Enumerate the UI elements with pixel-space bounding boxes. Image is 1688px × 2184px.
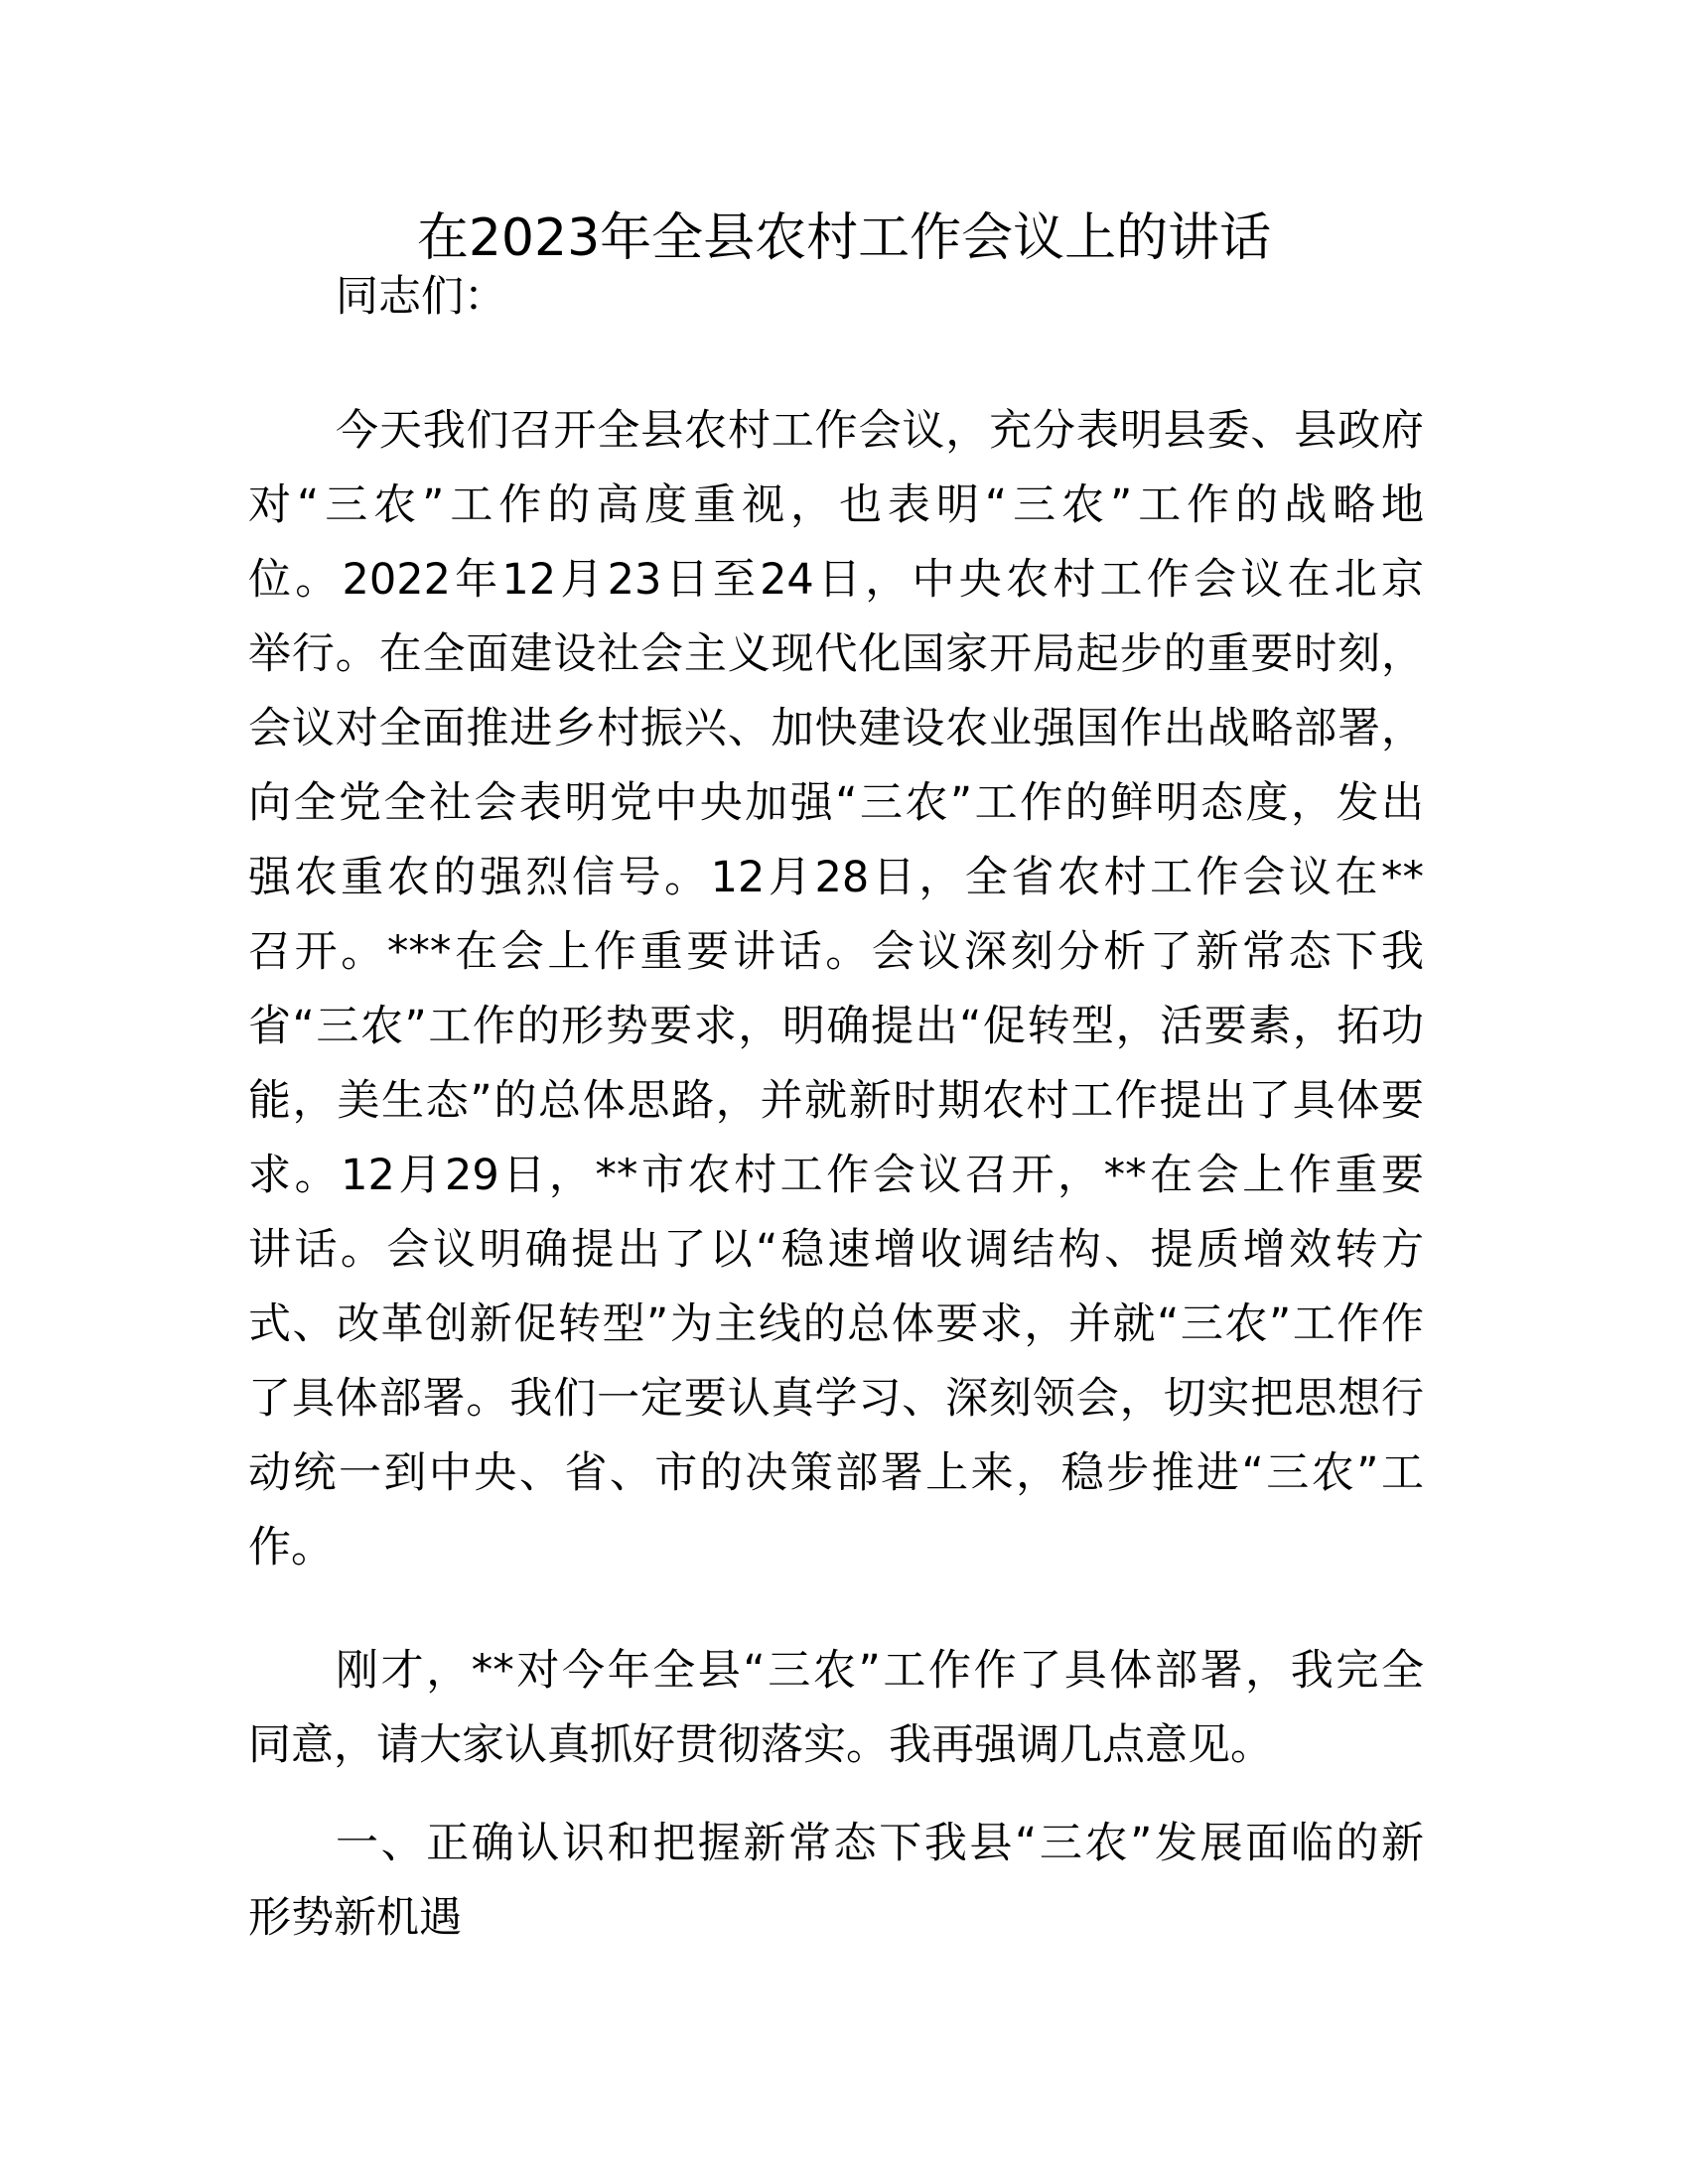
text-line: 向全党全社会表明党中央加强“三农”工作的鲜明态度，发出 — [248, 778, 1424, 828]
text-line: 同意，请大家认真抓好贯彻落实。我再强调几点意见。 — [248, 1720, 1273, 1770]
greeting: 同志们： — [336, 272, 506, 322]
text-line: 了具体部署。我们一定要认真学习、深刻领会，切实把思想行 — [248, 1374, 1424, 1424]
document-title: 在2023年全县农村工作会议上的讲话 — [416, 208, 1272, 268]
text-line: 求。12月29日，**市农村工作会议召开，**在会上作重要 — [248, 1151, 1424, 1200]
text-line: 作。 — [248, 1523, 334, 1572]
paragraph-endorsement — [248, 1634, 1424, 1783]
text-line: 式、改革创新促转型”为主线的总体要求，并就“三农”工作作 — [248, 1299, 1424, 1349]
section-heading-1 — [248, 1807, 1424, 1956]
text-line: 今天我们召开全县农村工作会议，充分表明县委、县政府 — [336, 406, 1424, 456]
text-line: 位。2022年12月23日至24日，中央农村工作会议在北京 — [248, 555, 1424, 605]
text-line: 形势新机遇 — [248, 1893, 462, 1943]
text-line: 强农重农的强烈信号。12月28日，全省农村工作会议在** — [248, 853, 1424, 902]
text-line: 省“三农”工作的形势要求，明确提出“促转型，活要素，拓功 — [248, 1002, 1424, 1051]
text-line: 一、正确认识和把握新常态下我县“三农”发展面临的新 — [336, 1819, 1424, 1868]
text-line: 能，美生态”的总体思路，并就新时期农村工作提出了具体要 — [248, 1076, 1424, 1126]
greeting-block — [248, 260, 1424, 335]
text-line: 刚才，**对今年全县“三农”工作作了具体部署，我完全 — [336, 1646, 1424, 1696]
text-line: 会议对全面推进乡村振兴、加快建设农业强国作出战略部署， — [248, 704, 1424, 753]
text-line: 动统一到中央、省、市的决策部署上来，稳步推进“三农”工 — [248, 1448, 1424, 1498]
text-line: 讲话。会议明确提出了以“稳速增收调结构、提质增效转方 — [248, 1225, 1424, 1275]
text-line: 对“三农”工作的高度重视，也表明“三农”工作的战略地 — [248, 480, 1424, 530]
text-line: 召开。***在会上作重要讲话。会议深刻分析了新常态下我 — [248, 927, 1424, 977]
text-line: 举行。在全面建设社会主义现代化国家开局起步的重要时刻， — [248, 629, 1424, 679]
paragraph-intro — [248, 394, 1424, 1585]
